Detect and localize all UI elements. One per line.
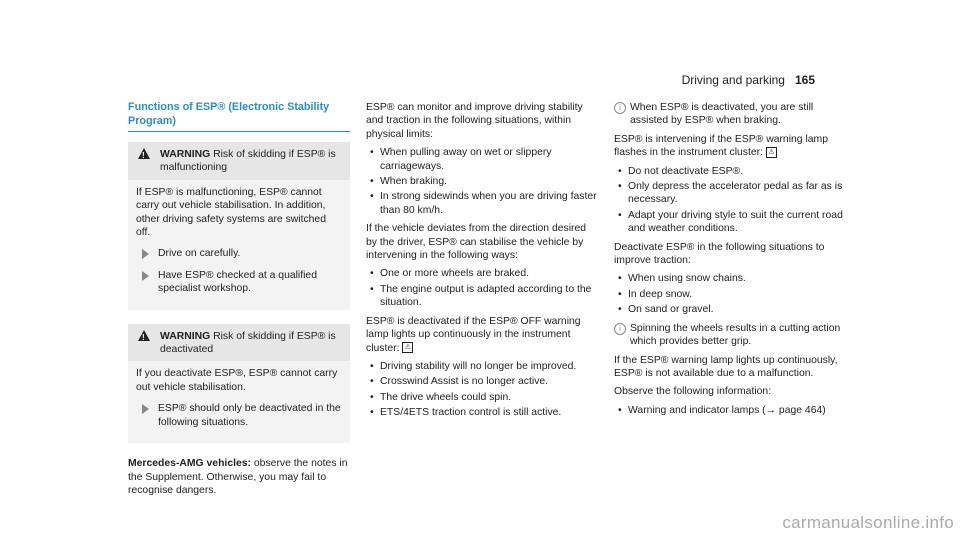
section-name: Driving and parking	[681, 73, 785, 87]
list-item: • When pulling away on wet or slippery carriageways.	[366, 146, 598, 173]
info-icon: i	[614, 102, 626, 114]
list-item: • When braking.	[366, 175, 598, 188]
arrow-right-icon	[142, 249, 149, 259]
warning-label: WARNING	[160, 149, 211, 160]
amg-paragraph	[128, 457, 350, 497]
warning-heading: Risk of skidding if ESP® is malfunctioning	[160, 149, 336, 174]
intervening-list	[614, 165, 854, 236]
intervention-list	[366, 267, 598, 309]
list-item: • Only depress the accelerator pedal as far as is necessary.	[614, 180, 854, 207]
column-right	[614, 101, 854, 422]
list-item: • Crosswind Assist is no longer active.	[366, 375, 598, 388]
watermark: carmanualsonline.info	[782, 512, 954, 532]
esp-lamp-icon: ⚠	[766, 147, 777, 158]
list-item: • One or more wheels are braked.	[366, 267, 598, 280]
column-left	[128, 100, 350, 502]
observe-paragraph: Observe the following information:	[614, 386, 772, 398]
step-item: ESP® should only be deactivated in the following situations.	[136, 402, 342, 429]
warning-body: If ESP® is malfunctioning, ESP® cannot carry out vehicle stabilisation. In addition, other driving safety systems are switched off.	[136, 186, 326, 239]
deactivate-list	[614, 272, 854, 316]
warning-body: If you deactivate ESP®, ESP® cannot carry out vehicle stabilisation.	[136, 368, 338, 393]
note-assisted: i When ESP® is deactivated, you are still assisted by ESP® when braking.	[614, 101, 854, 128]
page-header	[682, 74, 815, 87]
intro-paragraph: ESP® can monitor and improve driving stability and traction in the following situations, within physical limits:	[366, 102, 583, 140]
warning-header	[128, 324, 350, 362]
list-item: • Driving stability will no longer be improved.	[366, 360, 598, 373]
column-middle	[366, 101, 598, 425]
warning-heading: Risk of skidding if ESP® is deactivated	[160, 330, 336, 356]
warning-triangle-icon	[138, 330, 150, 341]
note-spinning: i Spinning the wheels results in a cutting action which provides better grip.	[614, 322, 854, 349]
malfunction-paragraph: If the ESP® warning lamp lights up continuously, ESP® is not available due to a malfunction.	[614, 354, 838, 379]
list-item: • The engine output is adapted according to the situation.	[366, 283, 598, 310]
list-item: • Adapt your driving style to suit the current road and weather conditions.	[614, 209, 854, 236]
page-number: 165	[794, 73, 815, 87]
situations-list	[366, 146, 598, 217]
warning-box-deactivated	[128, 324, 350, 443]
list-item: • On sand or gravel.	[614, 303, 854, 316]
esp-off-lamp-icon: ⚠	[402, 342, 413, 353]
arrow-right-icon	[142, 271, 149, 281]
arrow-right-icon	[142, 404, 149, 414]
step-item: Have ESP® checked at a qualified specialist workshop.	[136, 269, 342, 296]
section-title: Functions of ESP® (Electronic Stability Program)	[128, 100, 350, 132]
list-item: • In deep snow.	[614, 288, 854, 301]
flash-paragraph: ESP® is intervening if the ESP® warning lamp flashes in the instrument cluster: ⚠	[614, 133, 828, 159]
list-item: • Do not deactivate ESP®.	[614, 165, 854, 178]
deactivated-paragraph: ESP® is deactivated if the ESP® OFF warning lamp lights up continuously in the instrument cluster: ⚠	[366, 315, 581, 354]
amg-label: Mercedes-AMG vehicles:	[128, 458, 252, 470]
warning-box-malfunction	[128, 142, 350, 310]
list-item: • ETS/4ETS traction control is still active.	[366, 406, 598, 419]
list-item: • When using snow chains.	[614, 272, 854, 285]
deactivate-intro: Deactivate ESP® in the following situations to improve traction:	[614, 241, 825, 267]
amg-text: observe the notes in the Supplement. Otherwise, you may fail to recognise dangers.	[128, 458, 348, 496]
list-item[interactable]: • Warning and indicator lamps (→ page 464)	[614, 404, 854, 417]
warning-label: WARNING	[160, 330, 211, 342]
reference-list	[614, 404, 854, 417]
step-item: Drive on carefully.	[136, 247, 342, 260]
info-icon: i	[614, 323, 626, 335]
deactivated-list	[366, 360, 598, 420]
list-item: • In strong sidewinds when you are driving faster than 80 km/h.	[366, 190, 598, 217]
list-item: • The drive wheels could spin.	[366, 391, 598, 404]
deviate-paragraph: If the vehicle deviates from the direction desired by the driver, ESP® can stabilise the vehicle by intervening in the following ways:	[366, 223, 587, 262]
warning-header	[128, 142, 350, 180]
warning-triangle-icon	[138, 148, 150, 159]
